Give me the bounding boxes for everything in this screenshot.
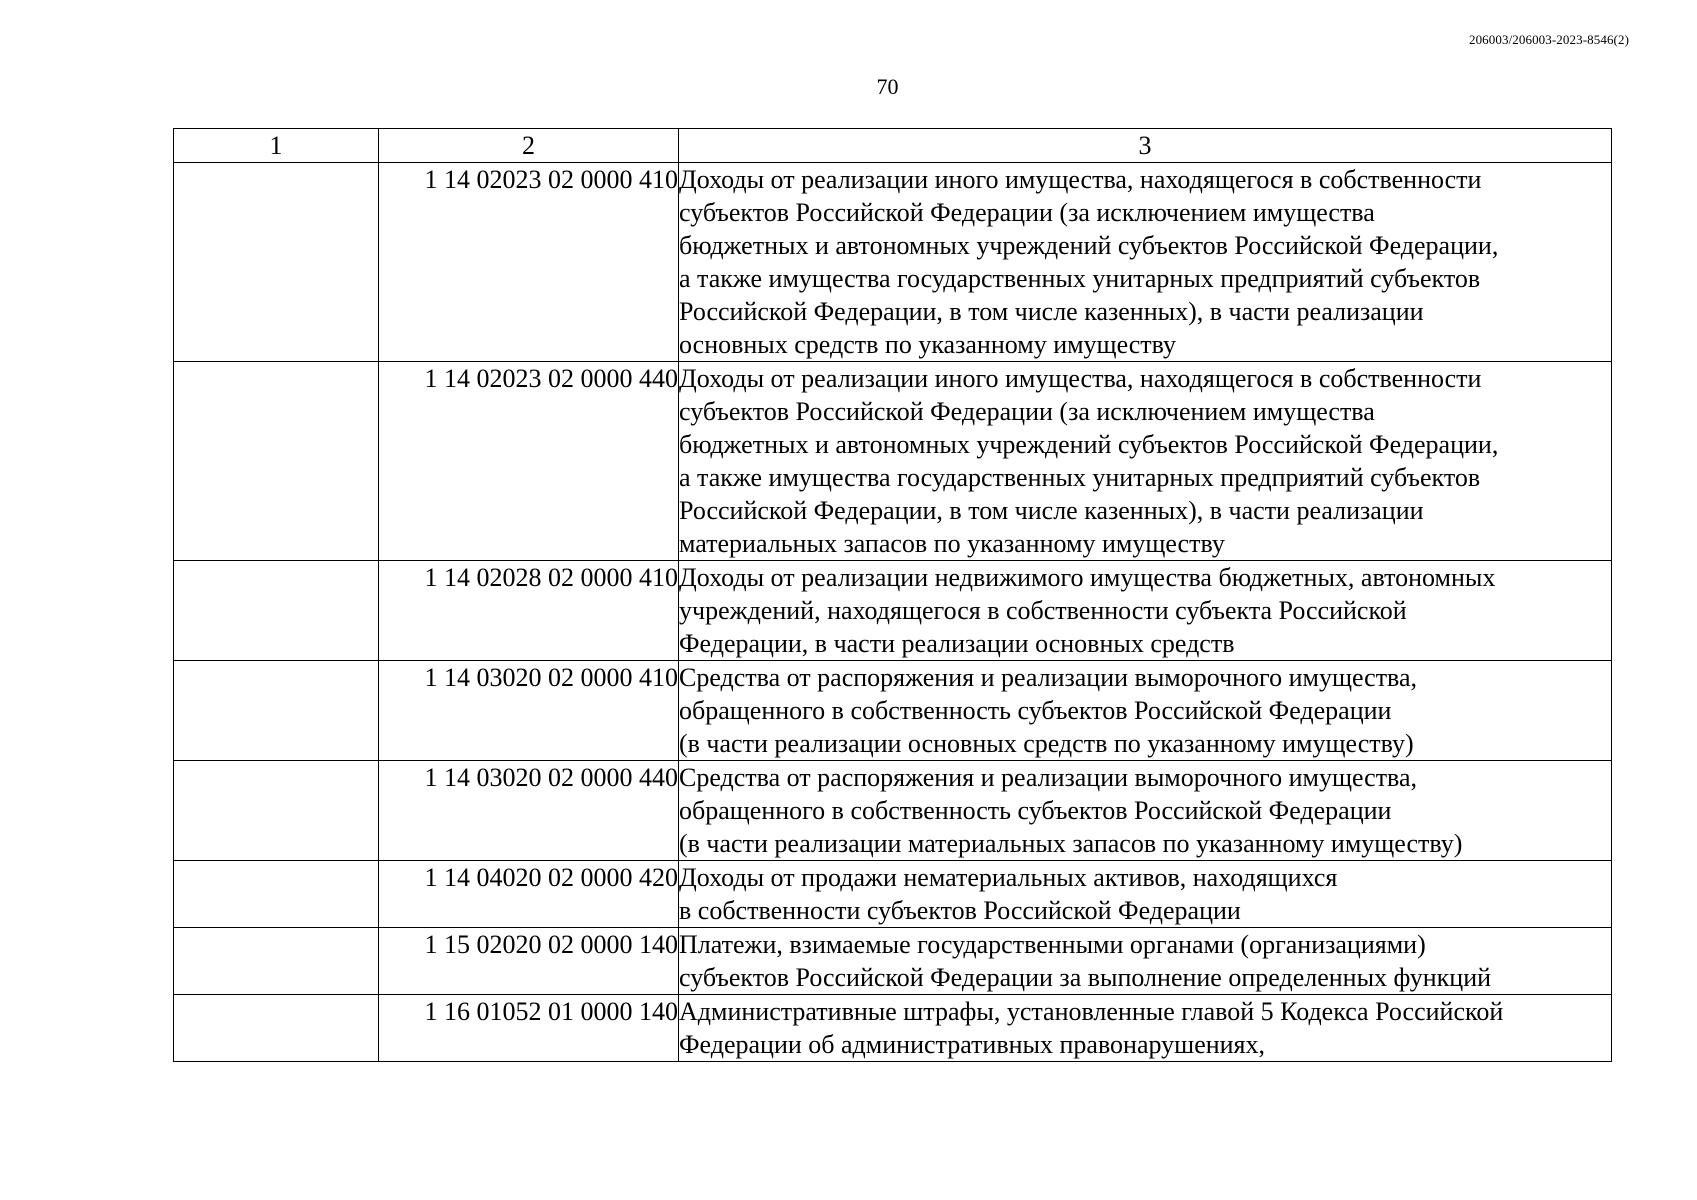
description-line: Доходы от продажи нематериальных активов, находящихся [679,863,1338,892]
page-number: 70 [876,74,899,99]
table-row [174,661,1612,761]
table-body [174,163,1612,1062]
description-line: материальных запасов по указанному имуществу [679,529,1225,558]
budget-code-cell: 1 14 04020 02 0000 420 [379,861,679,928]
grantor-cell [174,561,379,661]
description-line: обращенного в собственность субъектов Российской Федерации [679,696,1392,725]
description-line: Платежи, взимаемые государственными органами (организациями) [679,930,1426,959]
document-id: 206003/206003-2023-8546(2) [1468,32,1629,47]
description-line: а также имущества государственных унитарных предприятий субъектов [679,463,1481,492]
column-header-2: 2 [379,129,679,163]
column-header-1: 1 [174,129,379,163]
table-row [174,163,1612,362]
budget-code-cell: 1 15 02020 02 0000 140 [379,928,679,995]
description-line: Административные штрафы, установленные главой 5 Кодекса Российской [679,997,1504,1026]
budget-code-cell: 1 14 02023 02 0000 440 [379,362,679,561]
description-line: Средства от распоряжения и реализации выморочного имущества, [679,663,1418,692]
description-line: Доходы от реализации иного имущества, находящегося в собственности [679,165,1482,194]
table-row [174,362,1612,561]
description-line: а также имущества государственных унитарных предприятий субъектов [679,264,1481,293]
budget-code-cell: 1 14 02028 02 0000 410 [379,561,679,661]
column-header-3: 3 [679,129,1612,163]
description-line: Доходы от реализации иного имущества, находящегося в собственности [679,364,1482,393]
description-line: бюджетных и автономных учреждений субъектов Российской Федерации, [679,231,1499,260]
grantor-cell [174,995,379,1062]
grantor-cell [174,928,379,995]
budget-code-cell: 1 14 02023 02 0000 410 [379,163,679,362]
description-line: Доходы от реализации недвижимого имущества бюджетных, автономных [679,563,1496,592]
description-line: Российской Федерации, в том числе казенных), в части реализации [679,297,1424,326]
revenue-codes-table [173,128,1612,1062]
description-cell [679,362,1612,561]
table-row [174,761,1612,861]
description-line: субъектов Российской Федерации за выполнение определенных функций [679,963,1492,992]
description-line: учреждений, находящегося в собственности субъекта Российской [679,596,1407,625]
description-cell [679,163,1612,362]
description-line: Федерации, в части реализации основных средств [679,629,1235,658]
description-cell [679,561,1612,661]
budget-code-cell: 1 14 03020 02 0000 410 [379,661,679,761]
description-line: Российской Федерации, в том числе казенных), в части реализации [679,496,1424,525]
table-row [174,928,1612,995]
grantor-cell [174,861,379,928]
table-row [174,995,1612,1062]
description-line: обращенного в собственность субъектов Российской Федерации [679,796,1392,825]
description-line: субъектов Российской Федерации (за исключением имущества [679,397,1375,426]
description-line: основных средств по указанному имуществу [679,330,1177,359]
description-cell [679,661,1612,761]
table-row [174,861,1612,928]
grantor-cell [174,661,379,761]
description-cell [679,928,1612,995]
description-cell [679,995,1612,1062]
budget-code-cell: 1 16 01052 01 0000 140 [379,995,679,1062]
grantor-cell [174,163,379,362]
description-line: субъектов Российской Федерации (за исключением имущества [679,198,1375,227]
description-line: бюджетных и автономных учреждений субъектов Российской Федерации, [679,430,1499,459]
description-line: Средства от распоряжения и реализации выморочного имущества, [679,763,1418,792]
grantor-cell [174,761,379,861]
table-row [174,561,1612,661]
description-line: (в части реализации материальных запасов по указанному имуществу) [679,829,1463,858]
description-line: Федерации об административных правонарушениях, [679,1030,1266,1059]
grantor-cell [174,362,379,561]
description-cell [679,861,1612,928]
table-header-row [174,129,1612,163]
description-line: (в части реализации основных средств по указанному имуществу) [679,729,1414,758]
description-line: в собственности субъектов Российской Федерации [679,896,1241,925]
budget-code-cell: 1 14 03020 02 0000 440 [379,761,679,861]
description-cell [679,761,1612,861]
